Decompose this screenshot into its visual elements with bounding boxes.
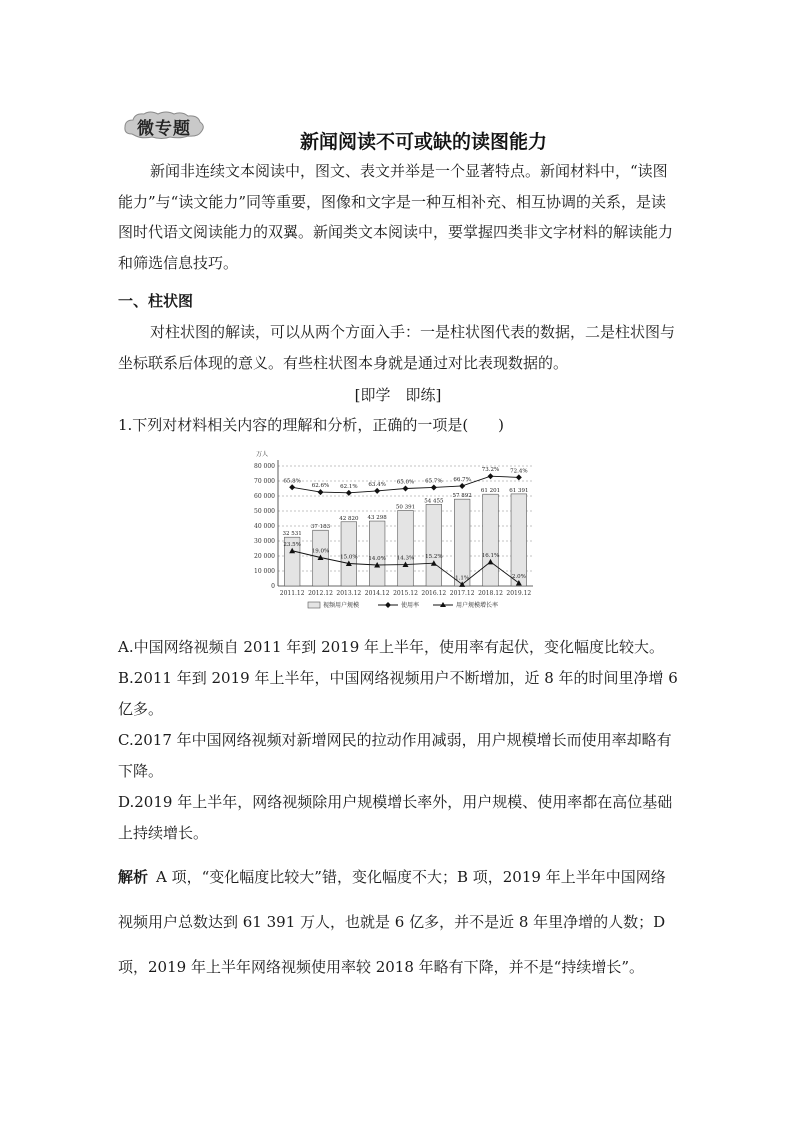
bar-value-label: 54 455 <box>424 498 444 505</box>
section-paragraph <box>118 317 678 378</box>
option-d[interactable]: D.2019 年上半年，网络视频除用户规模增长率外，用户规模、使用率都在高位基础上持续增长。 <box>118 793 673 842</box>
bar <box>454 499 470 586</box>
bar-value-label: 61 201 <box>480 488 501 495</box>
growth-rate-label: 14.0% <box>368 556 386 562</box>
page-title: 新闻阅读不可或缺的读图能力 <box>300 131 548 153</box>
y-axis-unit-label: 万人 <box>256 451 269 458</box>
bar-value-label: 37 183 <box>310 524 331 531</box>
intro-paragraph <box>118 156 678 278</box>
video-users-chart <box>248 446 794 620</box>
bar-value-label: 42 820 <box>339 515 359 522</box>
growth-rate-label: 19.0% <box>311 548 330 555</box>
section-text: 对柱状图的解读，可以从两个方面入手：一是柱状图代表的数据，二是柱状图与坐标联系后体现的意义。有些柱状图本身就是通过对比表现数据的。 <box>118 323 676 372</box>
usage-rate-point <box>431 484 437 490</box>
usage-rate-point <box>459 483 465 489</box>
x-tick-label: 2011.12 <box>279 590 305 597</box>
bar <box>426 504 442 586</box>
y-tick-label: 30 000 <box>254 538 275 545</box>
section-heading: 一、柱状图 <box>118 292 194 310</box>
usage-rate-label: 65.7% <box>425 478 443 485</box>
x-tick-label: 2016.12 <box>421 590 447 597</box>
legend-usage-marker <box>385 602 391 608</box>
bar-value-label: 57 892 <box>452 493 472 500</box>
analysis-text: A 项，“变化幅度比较大”错，变化幅度不大；B 项，2019 年上半年中国网络视频用户总数达到 61 391 万人，也就是 6 亿多，并不是近 8 年里净增的人数；D 项，2019 年上半年网络视频使用率较 2018 年略有下降，并不是“持续增长”。 <box>118 868 666 976</box>
x-tick-label: 2015.12 <box>393 590 418 597</box>
x-tick-label: 2012.12 <box>308 590 333 597</box>
badge-label: 微专题 <box>137 119 191 139</box>
x-tick-label: 2019.12 <box>506 590 532 597</box>
bar <box>511 494 527 586</box>
bar <box>369 521 385 586</box>
y-tick-label: 40 000 <box>254 523 275 530</box>
y-tick-label: 10 000 <box>254 568 275 575</box>
options-list <box>118 632 678 849</box>
x-tick-label: 2018.12 <box>478 590 503 597</box>
growth-rate-label: 14.3% <box>396 555 415 562</box>
usage-rate-point <box>374 488 380 494</box>
y-tick-label: 20 000 <box>254 553 275 560</box>
usage-rate-point <box>488 473 494 479</box>
y-tick-label: 0 <box>271 583 275 590</box>
bar <box>483 494 499 586</box>
legend-growth-label: 用户规模增长率 <box>456 602 499 609</box>
x-tick-label: 2013.12 <box>336 590 362 597</box>
bar-value-label: 43 298 <box>367 515 387 522</box>
usage-rate-label: 65.0% <box>396 479 415 486</box>
growth-rate-label: 15.0% <box>340 554 358 561</box>
y-tick-label: 50 000 <box>254 508 275 515</box>
usage-rate-point <box>289 484 295 490</box>
legend-usage-label: 使用率 <box>401 602 420 609</box>
usage-rate-label: 62.1% <box>340 483 358 490</box>
growth-rate-label: 23.5% <box>283 541 301 548</box>
usage-rate-label: 66.7% <box>453 476 471 483</box>
usage-rate-label: 65.8% <box>283 478 301 485</box>
usage-rate-point <box>346 490 352 496</box>
legend-bar-label: 视频用户规模 <box>323 602 360 609</box>
growth-rate-label: 15.2% <box>425 554 443 561</box>
growth-rate-label: 1.1% <box>455 575 470 582</box>
legend-growth-marker <box>440 602 446 607</box>
x-tick-label: 2014.12 <box>364 590 390 597</box>
analysis-label: 解析 <box>118 868 149 886</box>
usage-rate-label: 63.4% <box>368 481 386 488</box>
bar-value-label: 50 391 <box>395 504 416 511</box>
growth-rate-label: 16.1% <box>481 552 500 559</box>
usage-rate-point <box>516 474 522 480</box>
usage-rate-point <box>403 486 409 492</box>
option-b[interactable]: B.2011 年到 2019 年上半年，中国网络视频用户不断增加，近 8 年的时间里净增 6 亿多。 <box>118 669 678 718</box>
topic-badge <box>122 110 206 140</box>
growth-rate-label: 2.0% <box>511 574 526 580</box>
option-a[interactable]: A.中国网络视频自 2011 年到 2019 年上半年，使用率有起伏，变化幅度比较大。 <box>118 638 665 656</box>
legend-bar-swatch <box>308 602 320 608</box>
usage-rate-point <box>318 489 324 495</box>
bar-value-label: 61 391 <box>509 487 529 494</box>
y-tick-label: 70 000 <box>254 478 275 485</box>
y-tick-label: 60 000 <box>254 493 275 500</box>
intro-text: 新闻非连续文本阅读中，图文、表文并举是一个显著特点。新闻材料中，“读图能力”与“读文能力”同等重要，图像和文字是一种互相补充、相互协调的关系，是读图时代语文阅读能力的双翼。新闻类文本阅读中，要掌握四类非文字材料的解读能力和筛选信息技巧。 <box>118 162 674 272</box>
x-tick-label: 2017.12 <box>449 590 475 597</box>
usage-rate-label: 62.6% <box>311 483 330 490</box>
usage-rate-label: 73.2% <box>481 467 500 474</box>
usage-rate-label: 72.4% <box>510 468 528 475</box>
analysis-block <box>118 855 678 990</box>
bar-value-label: 32 531 <box>282 531 302 538</box>
y-tick-label: 80 000 <box>254 463 275 470</box>
practice-label: [即学 即练] <box>354 386 442 404</box>
bar <box>398 510 414 586</box>
option-c[interactable]: C.2017 年中国网络视频对新增网民的拉动作用减弱，用户规模增长而使用率却略有下降。 <box>118 731 672 780</box>
question-stem: 1.下列对材料相关内容的理解和分析，正确的一项是( ) <box>118 416 505 434</box>
